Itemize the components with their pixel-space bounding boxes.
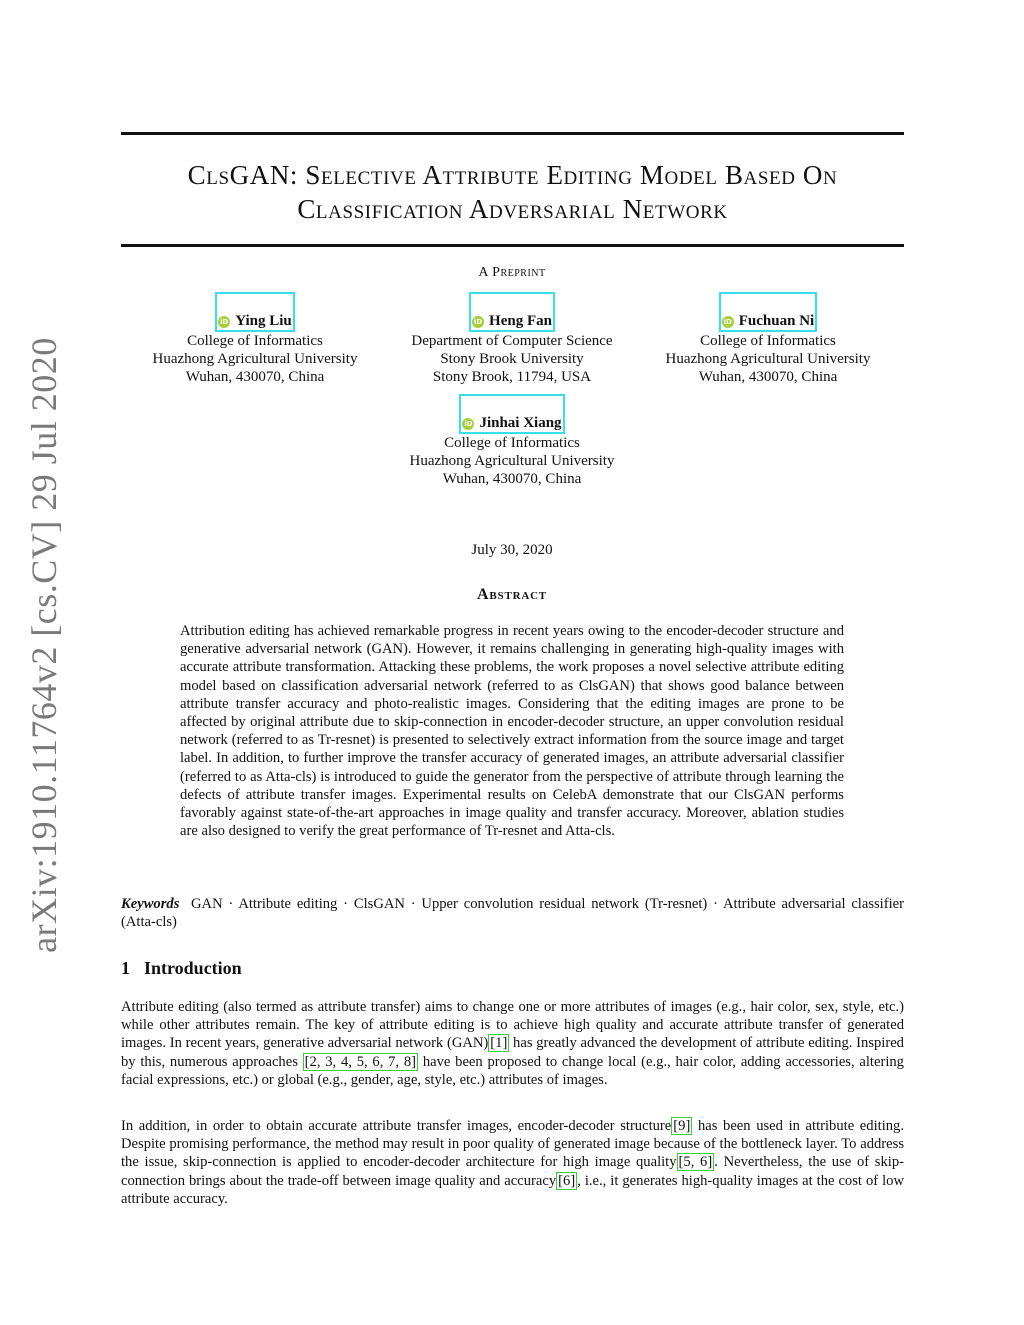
author-organization: Stony Brook University [440,351,584,367]
citation-link[interactable]: [9] [673,1118,691,1134]
paper-date: July 30, 2020 [471,542,553,558]
author-department: College of Informatics [444,435,580,451]
paragraph-text: In addition, in order to obtain accurate attribute transfer images, encoder-decoder structure [121,1118,672,1134]
paper-title [121,158,904,226]
preprint-label: A Preprint [478,265,546,280]
section-number: 1 [121,958,130,978]
citation-link[interactable]: [6] [558,1172,576,1189]
author-name: Ying Liu [235,313,292,329]
citation-link[interactable]: [5, 6] [678,1154,713,1171]
title-top-rule [121,132,904,135]
author-address: Wuhan, 430070, China [698,369,838,385]
orcid-icon[interactable]: iD [220,318,229,326]
paragraph-text: has greatly advanced the development of attribute editing. Inspired by this, numerous approaches [121,1035,904,1070]
author-link-box[interactable] [215,292,295,332]
title-line-1: ClsGAN: Selective Attribute Editing Model Based On [187,160,838,190]
author-address: Wuhan, 430070, China [442,471,582,487]
intro-paragraph-2 [121,1117,904,1208]
orcid-icon[interactable]: iD [723,318,732,326]
section-heading [121,958,242,979]
abstract-text: Attribution editing has achieved remarkable progress in recent years owing to the encoder-decoder structure and generative adversarial network (GAN). However, it remains challenging in generating high-quality images with accurate attribute transformation. Attacking these problems, the work proposes a novel selective attribute editing model based on classification adversarial network (referred to as ClsGAN) that shows good balance between attribute transfer accuracy and photo-realistic images. Considering that the editing images are prone to be affected by original attribute due to skip-connection in encoder-decoder structure, an upper convolution residual network (referred to as Tr-resnet) is presented to selectively extract information from the source image and target label. In addition, to further improve the transfer accuracy of generated images, an attribute adversarial classifier (referred to as Atta-cls) is introduced to guide the generator from the perspective of attribute through learning the defects of attribute transfer images. Experimental results on CelebA demonstrate that our ClsGAN performs favorably against state-of-the-art approaches in image quality and transfer accuracy. Moreover, ablation studies are also designed to verify the great performance of Tr-resnet and Atta-cls. [180,623,844,840]
orcid-icon[interactable]: iD [464,420,473,428]
intro-paragraph-1 [121,998,904,1089]
section-title: Introduction [144,958,242,978]
keywords-block [121,895,904,931]
author-block [638,292,898,386]
keywords-label: Keywords [121,896,180,912]
author-organization: Huazhong Agricultural University [409,453,615,469]
author-address: Stony Brook, 11794, USA [432,369,592,385]
author-organization: Huazhong Agricultural University [665,351,871,367]
author-organization: Huazhong Agricultural University [152,351,358,367]
author-link-box[interactable] [469,292,555,332]
orcid-icon[interactable]: iD [473,318,483,326]
arxiv-identifier-stamp: arXiv:1910.11764v2 [cs.CV] 29 Jul 2020 [24,337,64,953]
title-line-2: Classification Adversarial Network [297,194,728,224]
author-link-box[interactable] [459,394,564,434]
keywords-text: GAN · Attribute editing · ClsGAN · Upper convolution residual network (Tr-resnet) · Attribute adversarial classifier (Atta-cls) [121,896,904,931]
author-block [125,292,385,386]
title-bottom-rule [121,244,904,247]
author-department: Department of Computer Science [411,333,613,349]
author-address: Wuhan, 430070, China [185,369,325,385]
author-department: College of Informatics [187,333,323,349]
author-link-box[interactable] [719,292,817,332]
citation-link[interactable]: [2, 3, 4, 5, 6, 7, 8] [304,1053,417,1070]
paragraph-text: Attribute editing (also termed as attribute transfer) aims to change one or more attributes of images (e.g., hair color, sex, style, etc.) while other attributes remain. The key of attribute editing is to achieve high quality and accurate attribute transfer of generated images. In recent years, generative adversarial network (GAN) [121,999,904,1052]
author-name: Jinhai Xiang [479,415,562,431]
paragraph-text: have been proposed to change local (e.g., hair color, adding accessories, altering facial expressions, etc.) or global (e.g., gender, age, style, etc.) attributes of images. [121,1053,904,1088]
author-name: Heng Fan [489,313,552,329]
author-department: College of Informatics [700,333,836,349]
author-block [382,292,642,386]
citation-link[interactable]: [1] [490,1035,508,1052]
author-name: Fuchuan Ni [738,313,815,329]
abstract-heading: Abstract [477,586,547,603]
author-block [382,394,642,488]
paragraph-text: has been used in attribute editing. Despite promising performance, the method may result in poor quality of generated image because of the bottleneck layer. To address the issue, skip-connection is applied to encoder-decoder architecture for high image quality [121,1118,904,1171]
paragraph-text: . Nevertheless, the use of skip-connection brings about the trade-off between image quality and accuracy [121,1154,904,1189]
paragraph-text: , i.e., it generates high-quality images at the cost of low attribute accuracy. [121,1172,904,1207]
